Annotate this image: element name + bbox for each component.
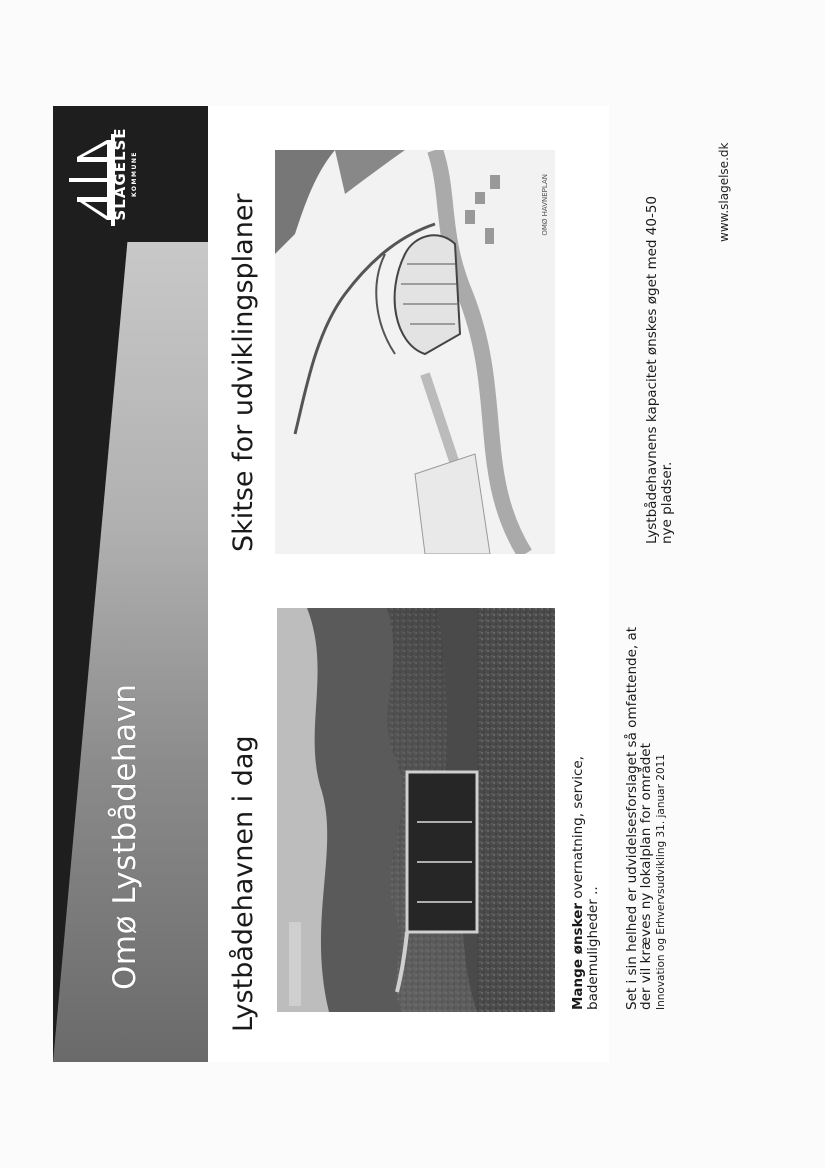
footer-credit: Innovation og Erhvervsudvikling 31. januar 2011 [655, 754, 667, 1010]
slide-title: Omø Lystbådehavn [107, 683, 143, 990]
header-banner [53, 106, 208, 1062]
proposal-line-2: der vil kræves ny lokalplan for området [638, 743, 654, 1010]
capacity-line-1: Lystbådehavnens kapacitet ønskes øget med 40-50 [644, 195, 660, 544]
map-label: OMØ HAVNEPLAN [541, 174, 549, 236]
development-sketch-map [275, 150, 555, 554]
heading-today: Lystbådehavnen i dag [228, 735, 259, 1032]
website-url: www.slagelse.dk [717, 142, 731, 242]
capacity-line-2: nye pladser. [659, 461, 675, 544]
wishes-line2: bademuligheder .. [585, 886, 601, 1010]
slide [53, 106, 731, 1062]
wishes-text [571, 590, 601, 1010]
logo-subtitle: KOMMUNE [131, 151, 138, 197]
logo-wordmark: SLAGELSE [111, 127, 129, 221]
wishes-bold: Mange ønsker [570, 902, 586, 1010]
wishes-rest: overnatning, service, [570, 756, 586, 903]
heading-plans: Skitse for udviklingsplaner [228, 193, 259, 552]
capacity-text [645, 124, 675, 544]
aerial-photo-harbour [277, 608, 555, 1012]
proposal-line-1: Set i sin helhed er udvidelsesforslaget så omfattende, at [624, 626, 640, 1010]
